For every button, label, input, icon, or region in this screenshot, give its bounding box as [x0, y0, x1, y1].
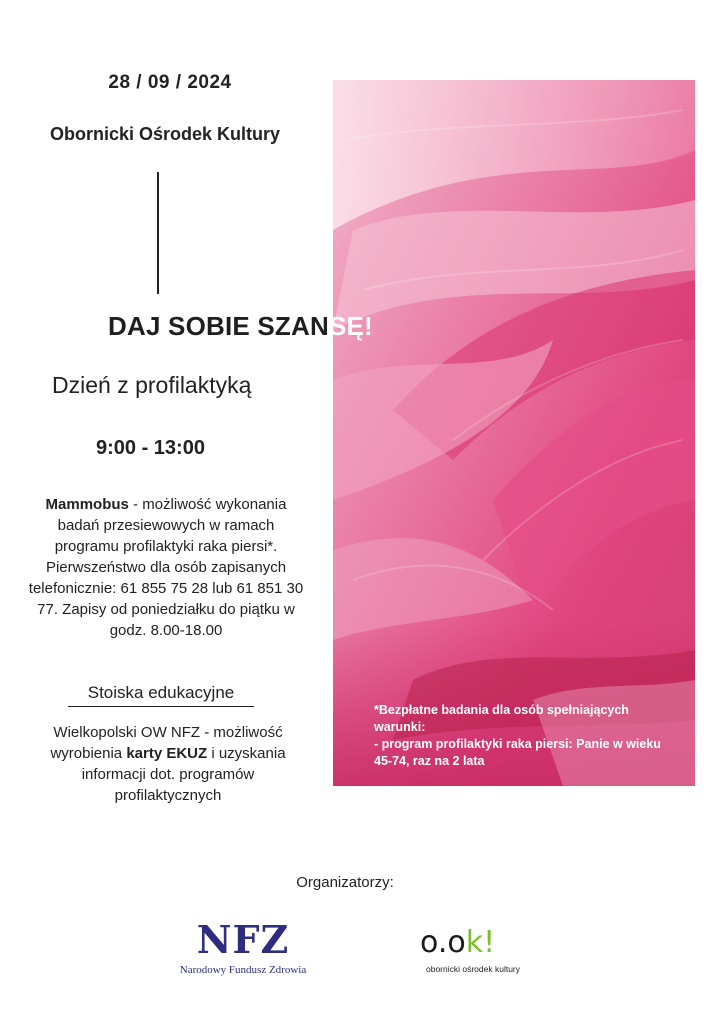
headline-text-light: SĘ! [328, 311, 373, 341]
event-subtitle: Dzień z profilaktyką [52, 372, 252, 398]
mammobus-description: - możliwość wykonania badań przesiewowych w ramach programu profilaktyki raka piersi*. Pierwszeństwo dla osób zapisanych telefonicznie: 61 855 75 28 lub 61 851 30 77. Zapisy od poniedziałku do piątku w godz. 8.00-18.00 [28, 496, 304, 639]
note-line-1: *Bezpłatne badania dla osób spełniających warunki: [374, 703, 629, 734]
organizers-label: Organizatorzy: [296, 874, 394, 891]
nfz-logo [168, 917, 318, 980]
ook-logo-name: obornicki ośrodek kultury [425, 964, 520, 974]
stoiska-info [30, 722, 306, 806]
stoiska-title: Stoiska edukacyjne [87, 683, 235, 702]
stoiska-underline [68, 706, 254, 707]
note-line-2: - program profilaktyki raka piersi: Panie w wieku 45-74, raz na 2 lata [374, 737, 661, 768]
ook-mark-dark: o.o [420, 925, 466, 960]
headline-text-dark: DAJ SOBIE SZAN [108, 311, 329, 341]
nfz-logo-letters: NFZ [196, 917, 290, 962]
mammobus-name: Mammobus [45, 496, 129, 513]
pink-brushstroke-artwork [333, 80, 695, 786]
nfz-logo-name: Narodowy Fundusz Zdrowia [179, 964, 307, 976]
eligibility-note [374, 702, 674, 770]
stoiska-text-after: i uzyskania informacji dot. programów profilaktycznych [81, 745, 286, 804]
ook-mark-green: k! [465, 925, 496, 960]
event-hours: 9:00 - 13:00 [96, 437, 205, 459]
event-date: 28 / 09 / 2024 [108, 72, 232, 93]
vertical-divider [157, 172, 159, 294]
mammobus-info [26, 494, 306, 641]
stoiska-text-before: Wielkopolski OW NFZ - możliwość wyrobienia [50, 724, 283, 762]
ook-logo-mark [420, 926, 495, 960]
ook-logo [408, 920, 538, 980]
stoiska-bold: karty EKUZ [126, 745, 208, 762]
event-venue: Obornicki Ośrodek Kultury [49, 124, 281, 144]
headline [108, 311, 373, 342]
